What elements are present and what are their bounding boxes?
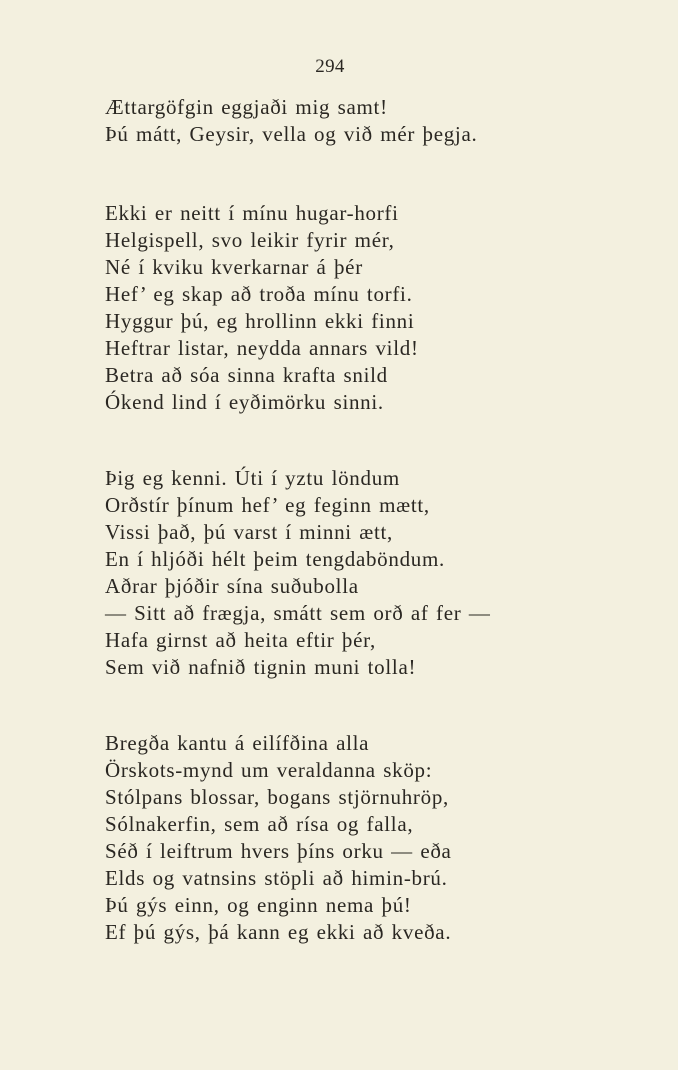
poem-line: Betra að sóa sinna krafta snild [105, 363, 388, 387]
poem-line: Orðstír þínum hef’ eg feginn mætt, [105, 493, 430, 517]
poem-line: Þú mátt, Geysir, vella og við mér þegja. [105, 122, 478, 146]
poem-line: Aðrar þjóðir sína suðubolla [105, 574, 359, 598]
poem-line: Ókend lind í eyðimörku sinni. [105, 390, 384, 414]
poem-line: Þú gýs einn, og enginn nema þú! [105, 893, 412, 917]
poem-line: Þig eg kenni. Úti í yztu löndum [105, 466, 400, 490]
poem-line: Né í kviku kverkarnar á þér [105, 255, 363, 279]
poem-line: Hyggur þú, eg hrollinn ekki finni [105, 309, 415, 333]
stanza-4 [105, 730, 452, 946]
poem-line: Elds og vatnsins stöpli að himin-brú. [105, 866, 448, 890]
poem-line: Helgispell, svo leikir fyrir mér, [105, 228, 395, 252]
poem-line: Sem við nafnið tignin muni tolla! [105, 655, 417, 679]
poem-line: Ef þú gýs, þá kann eg ekki að kveða. [105, 920, 452, 944]
page-number: 294 [315, 56, 345, 77]
poem-line: Örskots-mynd um veraldanna sköp: [105, 758, 433, 782]
poem-line: Ættargöfgin eggjaði mig samt! [105, 95, 388, 119]
stanza-3 [105, 465, 491, 681]
stanza-2 [105, 200, 419, 416]
poem-line: Vissi það, þú varst í minni ætt, [105, 520, 393, 544]
poem-line: Hafa girnst að heita eftir þér, [105, 628, 376, 652]
stanza-1 [105, 94, 477, 148]
poem-line: Stólpans blossar, bogans stjörnuhröp, [105, 785, 449, 809]
poem-line: Hef’ eg skap að troða mínu torfi. [105, 282, 413, 306]
poem-line: Sólnakerfin, sem að rísa og falla, [105, 812, 414, 836]
poem-line: Heftrar listar, neydda annars vild! [105, 336, 419, 360]
poem-line: — Sitt að frægja, smátt sem orð af fer — [105, 601, 491, 625]
poem-line: En í hljóði hélt þeim tengdaböndum. [105, 547, 445, 571]
poem-line: Ekki er neitt í mínu hugar-horfi [105, 201, 399, 225]
poem-line: Bregða kantu á eilífðina alla [105, 731, 370, 755]
poem-line: Séð í leiftrum hvers þíns orku — eða [105, 839, 452, 863]
